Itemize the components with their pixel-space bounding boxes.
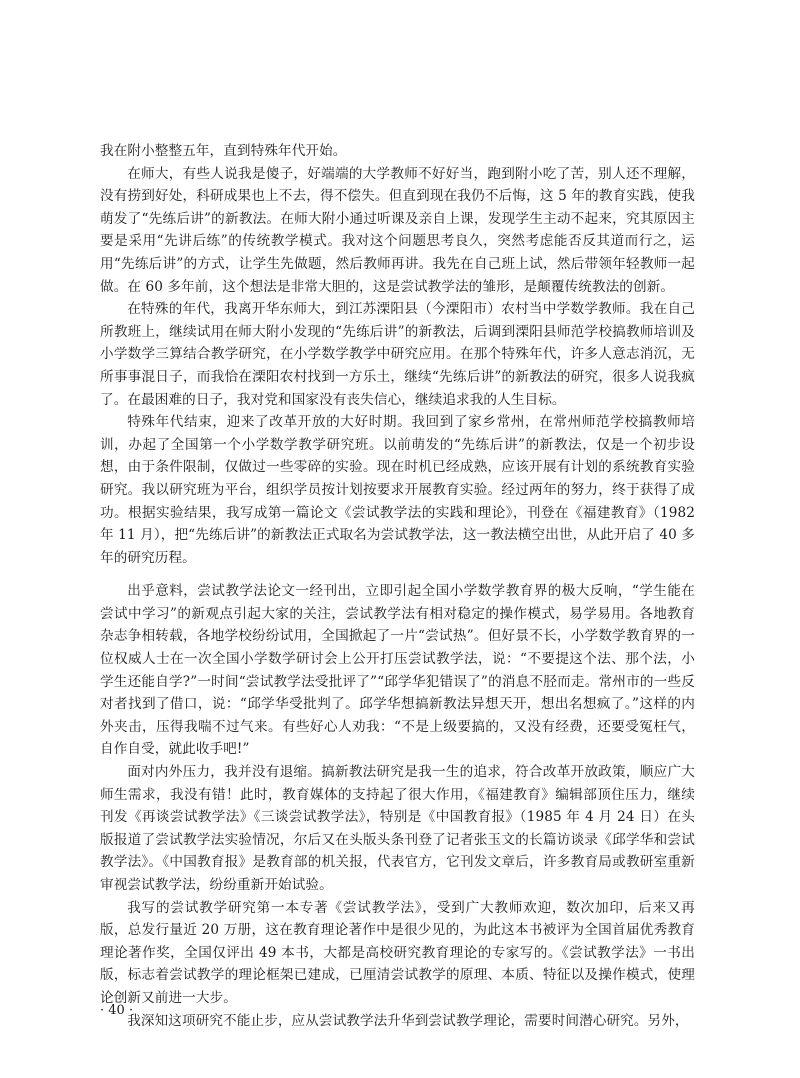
page-number: · 40 · (100, 1003, 134, 1018)
paragraph-6: 面对内外压力，我并没有退缩。搞新教法研究是我一生的追求，符合改革开放政策，顺应广大师生需求，我没有错！此时，教育媒体的支持起了很大作用，《福建教育》编辑部顶住压力，继续刊发《再谈尝试教学法》《三谈尝试教学法》，特别是《中国教育报》（1985 年 4 月 24 日）在头版报道了尝试教学法实验情况，尔后又在头版头条刊登了记者张玉文的长篇访谈录《邱学华和尝试教学法》。《中国教育报》是教育部的机关报，代表官方，它刊发文章后，许多教育局或教研室重新审视尝试教学法，纷纷重新开始试验。 (100, 764, 695, 893)
paragraph-8: 我深知这项研究不能止步，应从尝试教学法升华到尝试教学理论，需要时间潜心研究。另外， (127, 1012, 689, 1029)
paragraph-4: 特殊年代结束，迎来了改革开放的大好时期。我回到了家乡常州，在常州师范学校搞教师培训，办起了全国第一个小学数学教学研究班。以前萌发的“先练后讲”的新教法，仅是一个初步设想，由于条件限制，仅做过一些零碎的实验。现在时机已经成熟，应该开展有计划的系统教育实验研究。我以研究班为平台，组织学员按计划按要求开展教育实验。经过两年的努力，终于获得了成功。根据实验结果，我写成第一篇论文《尝试教学法的实践和理论》，刊登在《福建教育》（1982 年 11 月），把“先练后讲”的新教法正式取名为尝试教学法，这一教法横空出世，从此开启了 40 多年的研究历程。 (100, 414, 695, 566)
paragraph-1: 我在附小整整五年，直到特殊年代开始。 (100, 143, 347, 159)
paragraph-2: 在师大，有些人说我是傻子，好端端的大学教师不好好当，跑到附小吃了苦，别人还不理解，没有捞到好处，科研成果也上不去，得不偿失。但直到现在我仍不后悔，这 5 年的教育实践，使我萌发了“先练后讲”的新教法。在师大附小通过听课及亲自上课，发现学生主动不起来，究其原因主要是采用“先讲后练”的传统教学模式。我对这个问题思考良久，突然考虑能否反其道而行之，运用“先练后讲”的方式，让学生先做题，然后教师再讲。我先在自己班上试，然后带领年轻教师一起做。在 60 多年前，这个想法是非常大胆的，这是尝试教学法的雏形，是颠覆传统教法的创新。 (100, 165, 695, 295)
paragraph-7: 我写的尝试教学研究第一本专著《尝试教学法》，受到广大教师欢迎，数次加印，后来又再版，总发行量近 20 万册，这在教育理论著作中是很少见的，为此这本书被评为全国首届优秀教育理论著作奖，全国仅评出 49 本书，大都是高校研究教育理论的专家写的。《尝试教学法》一书出版，标志着尝试教学的理论框架已建成，已厘清尝试教学的原理、本质、特征以及操作模式，使理论创新又前进一大步。 (100, 899, 695, 1006)
paragraph-5: 出乎意料，尝试教学法论文一经刊出，立即引起全国小学数学教育界的极大反响，“学生能在尝试中学习”的新观点引起大家的关注，尝试教学法有相对稳定的操作模式，易学易用。各地教育杂志争相转载，各地学校纷纷试用，全国掀起了一片“尝试热”。但好景不长，小学数学教育界的一位权威人士在一次全国小学数学研讨会上公开打压尝试教学法，说：“不要提这个法、那个法，小学生还能自学?”一时间“尝试教学法受批评了”“邱学华犯错误了”的消息不胫而走。常州市的一些反对者找到了借口，说：“邱学华受批判了。邱学华想搞新教法异想天开，想出名想疯了。”这样的内外夹击，压得我喘不过气来。有些好心人劝我：“不是上级要搞的，又没有经费，还要受冤枉气，自作自受，就此收手吧!” (100, 583, 695, 758)
paragraph-3: 在特殊的年代，我离开华东师大，到江苏溧阳县（今溧阳市）农村当中学数学教师。我在自己所教班上，继续试用在师大附小发现的“先练后讲”的新教法，后调到溧阳县师范学校搞教师培训及小学数学三算结合教学研究，在小学数学教学中研究应用。在那个特殊年代，许多人意志消沉，无所事事混日子，而我恰在溧阳农村找到一方乐土，继续“先练后讲”的新教法的研究，很多人说我疯了。在最困难的日子，我对党和国家没有丧失信心，继续追求我的人生目标。 (100, 301, 695, 408)
article-body (100, 140, 695, 1032)
